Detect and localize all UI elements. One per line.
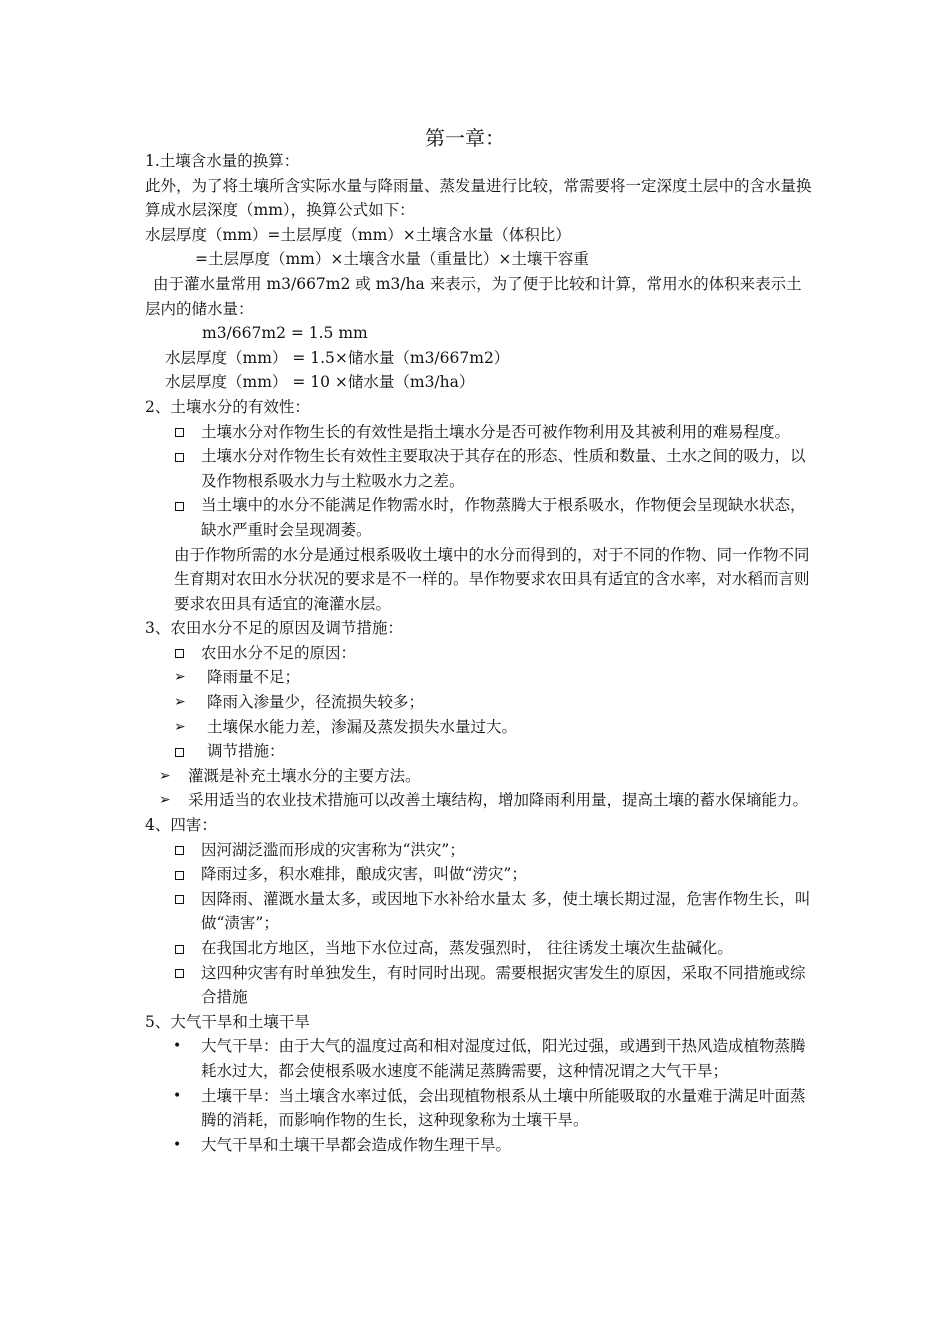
section-2-heading: 2、土壤水分的有效性： xyxy=(145,397,310,416)
list-item: ➢ 土壤保水能力差，渗漏及蒸发损失水量过大。 xyxy=(145,715,815,740)
checkbox-square-icon xyxy=(175,641,184,666)
list-item: 当土壤中的水分不能满足作物需水时，作物蒸腾大于根系吸水，作物便会呈现缺水状态，缺水严重时会呈现凋萎。 xyxy=(145,493,815,542)
formula-4: 水层厚度（mm） = 1.5×储水量（m3/667m2） xyxy=(165,348,510,367)
formula-3: m3/667m2 = 1.5 mm xyxy=(202,324,368,343)
list-item: 调节措施： xyxy=(145,739,815,764)
arrow-bullet-icon: ➢ xyxy=(159,792,171,809)
formula-5: 水层厚度（mm） = 10 ×储水量（m3/ha） xyxy=(165,373,475,392)
checkbox-square-icon xyxy=(175,739,184,764)
checkbox-square-icon xyxy=(175,936,184,961)
checkbox-square-icon xyxy=(175,420,184,445)
section-5-heading: 5、大气干旱和土壤干旱 xyxy=(145,1012,310,1031)
document-body xyxy=(145,149,815,1157)
checkbox-square-icon xyxy=(175,961,184,986)
checkbox-square-icon xyxy=(175,838,184,863)
arrow-bullet-icon: ➢ xyxy=(174,718,186,735)
section-1-paragraph: 此外，为了将土壤所含实际水量与降雨量、蒸发量进行比较，常需要将一定深度土层中的含水量换算成水层深度（mm），换算公式如下： xyxy=(145,176,812,220)
section-1-paragraph-2: 由于灌水量常用 m3/667m2 或 m3/ha 来表示，为了便于比较和计算，常用水的体积来表示土层内的储水量： xyxy=(145,274,802,318)
list-item: ➢ 降雨量不足； xyxy=(145,665,815,690)
list-item: 这四种灾害有时单独发生，有时同时出现。需要根据灾害发生的原因，采取不同措施或综合措施 xyxy=(145,961,815,1010)
list-item: 因河湖泛滥而形成的灾害称为“洪灾”； xyxy=(145,838,815,863)
list-item: ➢ 灌溉是补充土壤水分的主要方法。 xyxy=(145,764,815,789)
list-item: ➢ 降雨入渗量少，径流损失较多； xyxy=(145,690,815,715)
list-item: • 大气干旱和土壤干旱都会造成作物生理干旱。 xyxy=(145,1133,815,1158)
list-item: 土壤水分对作物生长有效性主要取决于其存在的形态、性质和数量、土水之间的吸力，以及作物根系吸水力与土粒吸水力之差。 xyxy=(145,444,815,493)
section-4-heading: 4、四害： xyxy=(145,816,217,835)
list-item: 土壤水分对作物生长的有效性是指土壤水分是否可被作物利用及其被利用的难易程度。 xyxy=(145,420,815,445)
dot-bullet-icon: • xyxy=(173,1087,182,1104)
section-1-heading: 1.土壤含水量的换算： xyxy=(145,152,300,170)
dot-bullet-icon: • xyxy=(173,1136,182,1153)
list-item: • 土壤干旱：当土壤含水率过低，会出现植物根系从土壤中所能吸取的水量难于满足叶面蒸腾的消耗，而影响作物的生长，这种现象称为土壤干旱。 xyxy=(145,1084,815,1133)
arrow-bullet-icon: ➢ xyxy=(159,767,171,784)
formula-1: 水层厚度（mm）=土层厚度（mm）×土壤含水量（体积比） xyxy=(145,225,571,244)
section-2-paragraph: 由于作物所需的水分是通过根系吸收土壤中的水分而得到的，对于不同的作物、同一作物不同生育期对农田水分状况的要求是不一样的。旱作物要求农田具有适宜的含水率，对水稻而言则要求农田具有适宜的淹灌水层。 xyxy=(174,545,810,613)
list-item: 降雨过多，积水难排，酿成灾害，叫做“涝灾”； xyxy=(145,862,815,887)
checkbox-square-icon xyxy=(175,444,184,469)
arrow-bullet-icon: ➢ xyxy=(174,669,186,686)
list-item: 因降雨、灌溉水量太多，或因地下水补给水量太 多，使土壤长期过湿，危害作物生长，叫做“渍害”； xyxy=(145,887,815,936)
dot-bullet-icon: • xyxy=(173,1038,182,1055)
list-item: 在我国北方地区，当地下水位过高，蒸发强烈时， 往往诱发土壤次生盐碱化。 xyxy=(145,936,815,961)
formula-2: =土层厚度（mm）×土壤含水量（重量比）×土壤干容重 xyxy=(195,250,589,269)
list-item: ➢ 采用适当的农业技术措施可以改善土壤结构，增加降雨利用量，提高土壤的蓄水保墒能力。 xyxy=(145,788,815,813)
checkbox-square-icon xyxy=(175,887,184,912)
list-item: 农田水分不足的原因： xyxy=(145,641,815,666)
arrow-bullet-icon: ➢ xyxy=(174,694,186,711)
checkbox-square-icon xyxy=(175,493,184,518)
checkbox-square-icon xyxy=(175,862,184,887)
section-3-heading: 3、农田水分不足的原因及调节措施： xyxy=(145,619,403,638)
list-item: • 大气干旱：由于大气的温度过高和相对湿度过低，阳光过强，或遇到干热风造成植物蒸腾耗水过大，都会使根系吸水速度不能满足蒸腾需要，这种情况谓之大气干旱； xyxy=(145,1034,815,1083)
chapter-title: 第一章： xyxy=(425,126,505,150)
